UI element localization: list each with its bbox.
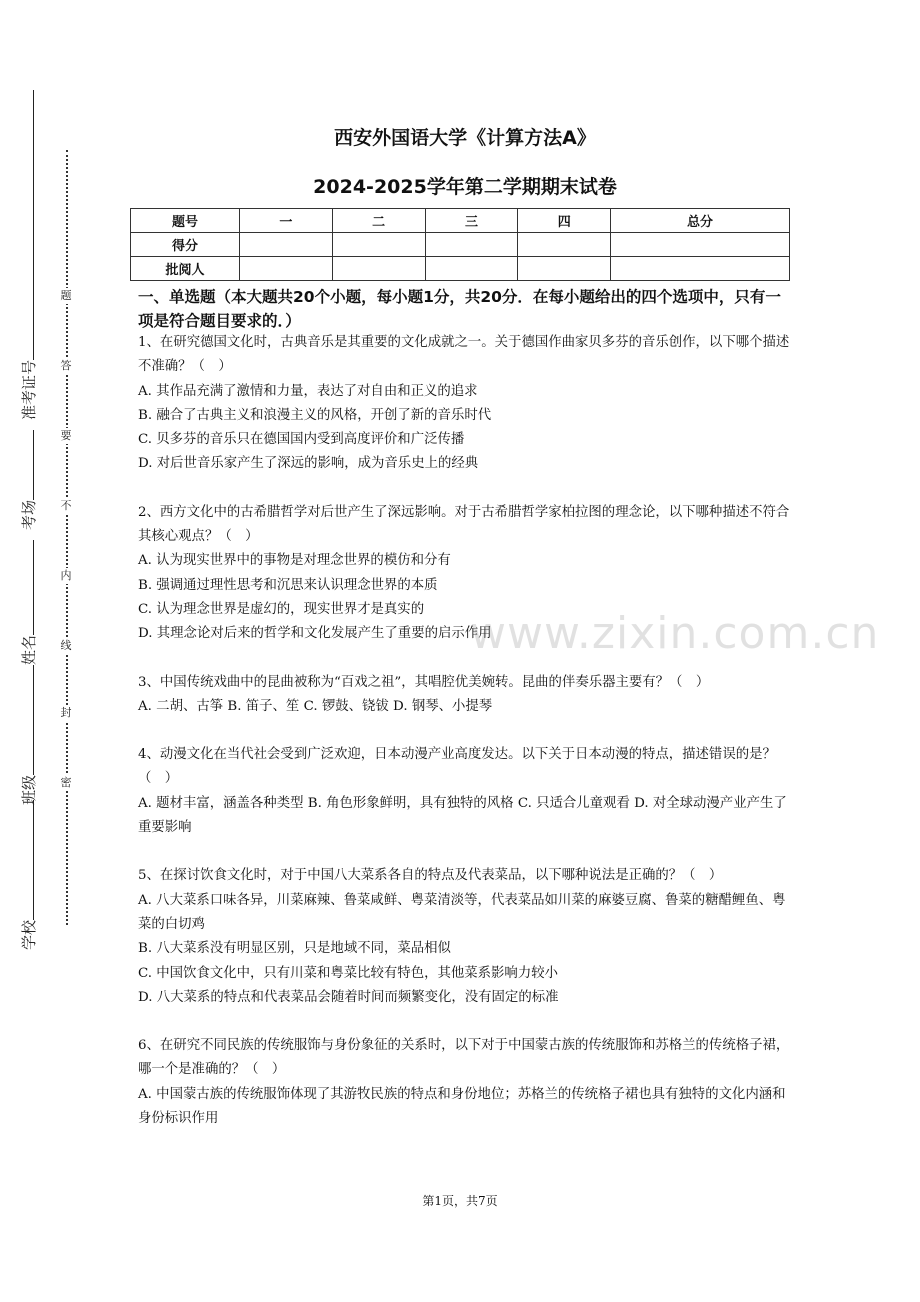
seal-char: 内 [58, 568, 74, 584]
exam-subtitle: 2024-2025学年第二学期期末试卷 [313, 176, 617, 198]
school-label: 学校 [20, 919, 38, 950]
question-option: C. 认为理念世界是虚幻的，现实世界才是真实的 [138, 601, 425, 617]
seal-char: 不 [58, 498, 74, 514]
exam-room-label: 考场 [20, 499, 38, 530]
question-stem: 1、在研究德国文化时，古典音乐是其重要的文化成就之一。关于德国作曲家贝多芬的音乐创作，以下哪个描述不准确？（ ） [138, 335, 790, 375]
question-stem: 4、动漫文化在当代社会受到广泛欢迎，日本动漫产业高度发达。以下关于日本动漫的特点，描述错误的是？（ ） [138, 747, 776, 787]
score-table-header-row [131, 209, 790, 233]
seal-char: 答 [58, 358, 74, 374]
score-row-label: 得分 [131, 233, 240, 257]
score-header-cell: 三 [425, 209, 518, 233]
class-label: 班级 [20, 774, 38, 805]
exam-room-blank[interactable] [33, 430, 34, 500]
score-cell[interactable] [240, 233, 333, 257]
seal-char: 封 [58, 705, 74, 721]
score-table-row [131, 257, 790, 281]
name-field[interactable] [18, 540, 39, 665]
grader-cell[interactable] [425, 257, 518, 281]
grader-cell[interactable] [332, 257, 425, 281]
seal-char: 线 [58, 638, 74, 654]
question-option: A. 认为现实世界中的事物是对理念世界的模仿和分有 [138, 553, 451, 569]
score-table [130, 208, 790, 281]
seal-dotted-line [66, 150, 68, 925]
grader-cell[interactable] [518, 257, 611, 281]
seal-char: 要 [58, 428, 74, 444]
score-cell[interactable] [425, 233, 518, 257]
score-header-cell: 总分 [611, 209, 790, 233]
exam-room-field[interactable] [18, 430, 39, 530]
question-option: D. 其理念论对后来的哲学和文化发展产生了重要的启示作用 [138, 626, 492, 642]
spacer [138, 1010, 792, 1034]
score-header-cell: 题号 [131, 209, 240, 233]
question-option: C. 中国饮食文化中，只有川菜和粤菜比较有特色，其他菜系影响力较小 [138, 965, 558, 981]
seal-char: 密 [58, 775, 74, 791]
exam-number-label: 准考证号 [20, 359, 38, 420]
score-cell[interactable] [518, 233, 611, 257]
question-option: A. 二胡、古筝 B. 笛子、笙 C. 锣鼓、铙钹 D. 钢琴、小提琴 [138, 698, 493, 714]
exam-number-blank[interactable] [33, 90, 34, 360]
score-header-cell: 四 [518, 209, 611, 233]
question-option: B. 融合了古典主义和浪漫主义的风格，开创了新的音乐时代 [138, 407, 492, 423]
question-option: D. 八大菜系的特点和代表菜品会随着时间而频繁变化，没有固定的标准 [138, 989, 559, 1005]
question [138, 671, 792, 720]
question-option: D. 对后世音乐家产生了深远的影响，成为音乐史上的经典 [138, 456, 479, 472]
page-footer: 第1页，共7页 [422, 1194, 498, 1208]
question-option: A. 八大菜系口味各异，川菜麻辣、鲁菜咸鲜、粤菜清淡等，代表菜品如川菜的麻婆豆腐、鲁菜的糖醋鲤鱼、粤菜的白切鸡 [138, 892, 786, 932]
class-blank[interactable] [33, 665, 34, 775]
seal-char: 题 [58, 288, 74, 304]
question-list [138, 331, 792, 1131]
score-header-cell: 一 [240, 209, 333, 233]
score-row-label: 批阅人 [131, 257, 240, 281]
question [138, 331, 792, 477]
grader-cell[interactable] [611, 257, 790, 281]
score-table-row [131, 233, 790, 257]
question-stem: 3、中国传统戏曲中的昆曲被称为“百戏之祖”，其唱腔优美婉转。昆曲的伴奏乐器主要有？（ ） [138, 674, 710, 690]
question-option: A. 其作品充满了激情和力量，表达了对自由和正义的追求 [138, 383, 478, 399]
question-option: C. 贝多芬的音乐只在德国国内受到高度评价和广泛传播 [138, 432, 465, 448]
score-cell[interactable] [332, 233, 425, 257]
exam-number-field[interactable] [18, 90, 39, 420]
spacer [138, 840, 792, 864]
question-option: A. 中国蒙古族的传统服饰体现了其游牧民族的特点和身份地位；苏格兰的传统格子裙也具有独特的文化内涵和身份标识作用 [138, 1086, 786, 1127]
question [138, 1034, 792, 1131]
question-option: B. 强调通过理性思考和沉思来认识理念世界的本质 [138, 577, 438, 593]
school-blank[interactable] [33, 800, 34, 920]
section-heading: 一、单选题（本大题共20个小题，每小题1分，共20分．在每小题给出的四个选项中，只有一项是符合题目要求的．） [138, 288, 781, 330]
name-label: 姓名 [20, 634, 38, 665]
question-option: B. 八大菜系没有明显区别，只是地域不同，菜品相似 [138, 941, 451, 957]
question [138, 864, 792, 1010]
spacer [138, 477, 792, 501]
score-cell[interactable] [611, 233, 790, 257]
question-stem: 2、西方文化中的古希腊哲学对后世产生了深远影响。对于古希腊哲学家柏拉图的理念论，以下哪种描述不符合其核心观点？（ ） [138, 504, 790, 545]
question-option: A. 题材丰富，涵盖各种类型 B. 角色形象鲜明，具有独特的风格 C. 只适合儿童观看 D. 对全球动漫产业产生了重要影响 [138, 795, 787, 836]
school-field[interactable] [18, 800, 39, 950]
binding-margin [0, 0, 80, 1302]
question-stem: 5、在探讨饮食文化时，对于中国八大菜系各自的特点及代表菜品，以下哪种说法是正确的？（ ） [138, 868, 723, 884]
exam-title: 西安外国语大学《计算方法A》 [334, 127, 596, 149]
score-header-cell: 二 [332, 209, 425, 233]
class-field[interactable] [18, 665, 39, 805]
spacer [138, 719, 792, 743]
grader-cell[interactable] [240, 257, 333, 281]
question [138, 743, 792, 840]
name-blank[interactable] [33, 540, 34, 635]
question-stem: 6、在研究不同民族的传统服饰与身份象征的关系时，以下对于中国蒙古族的传统服饰和苏格兰的传统格子裙，哪一个是准确的？（ ） [138, 1038, 790, 1078]
watermark: www.zixin.com.cn [470, 608, 880, 659]
